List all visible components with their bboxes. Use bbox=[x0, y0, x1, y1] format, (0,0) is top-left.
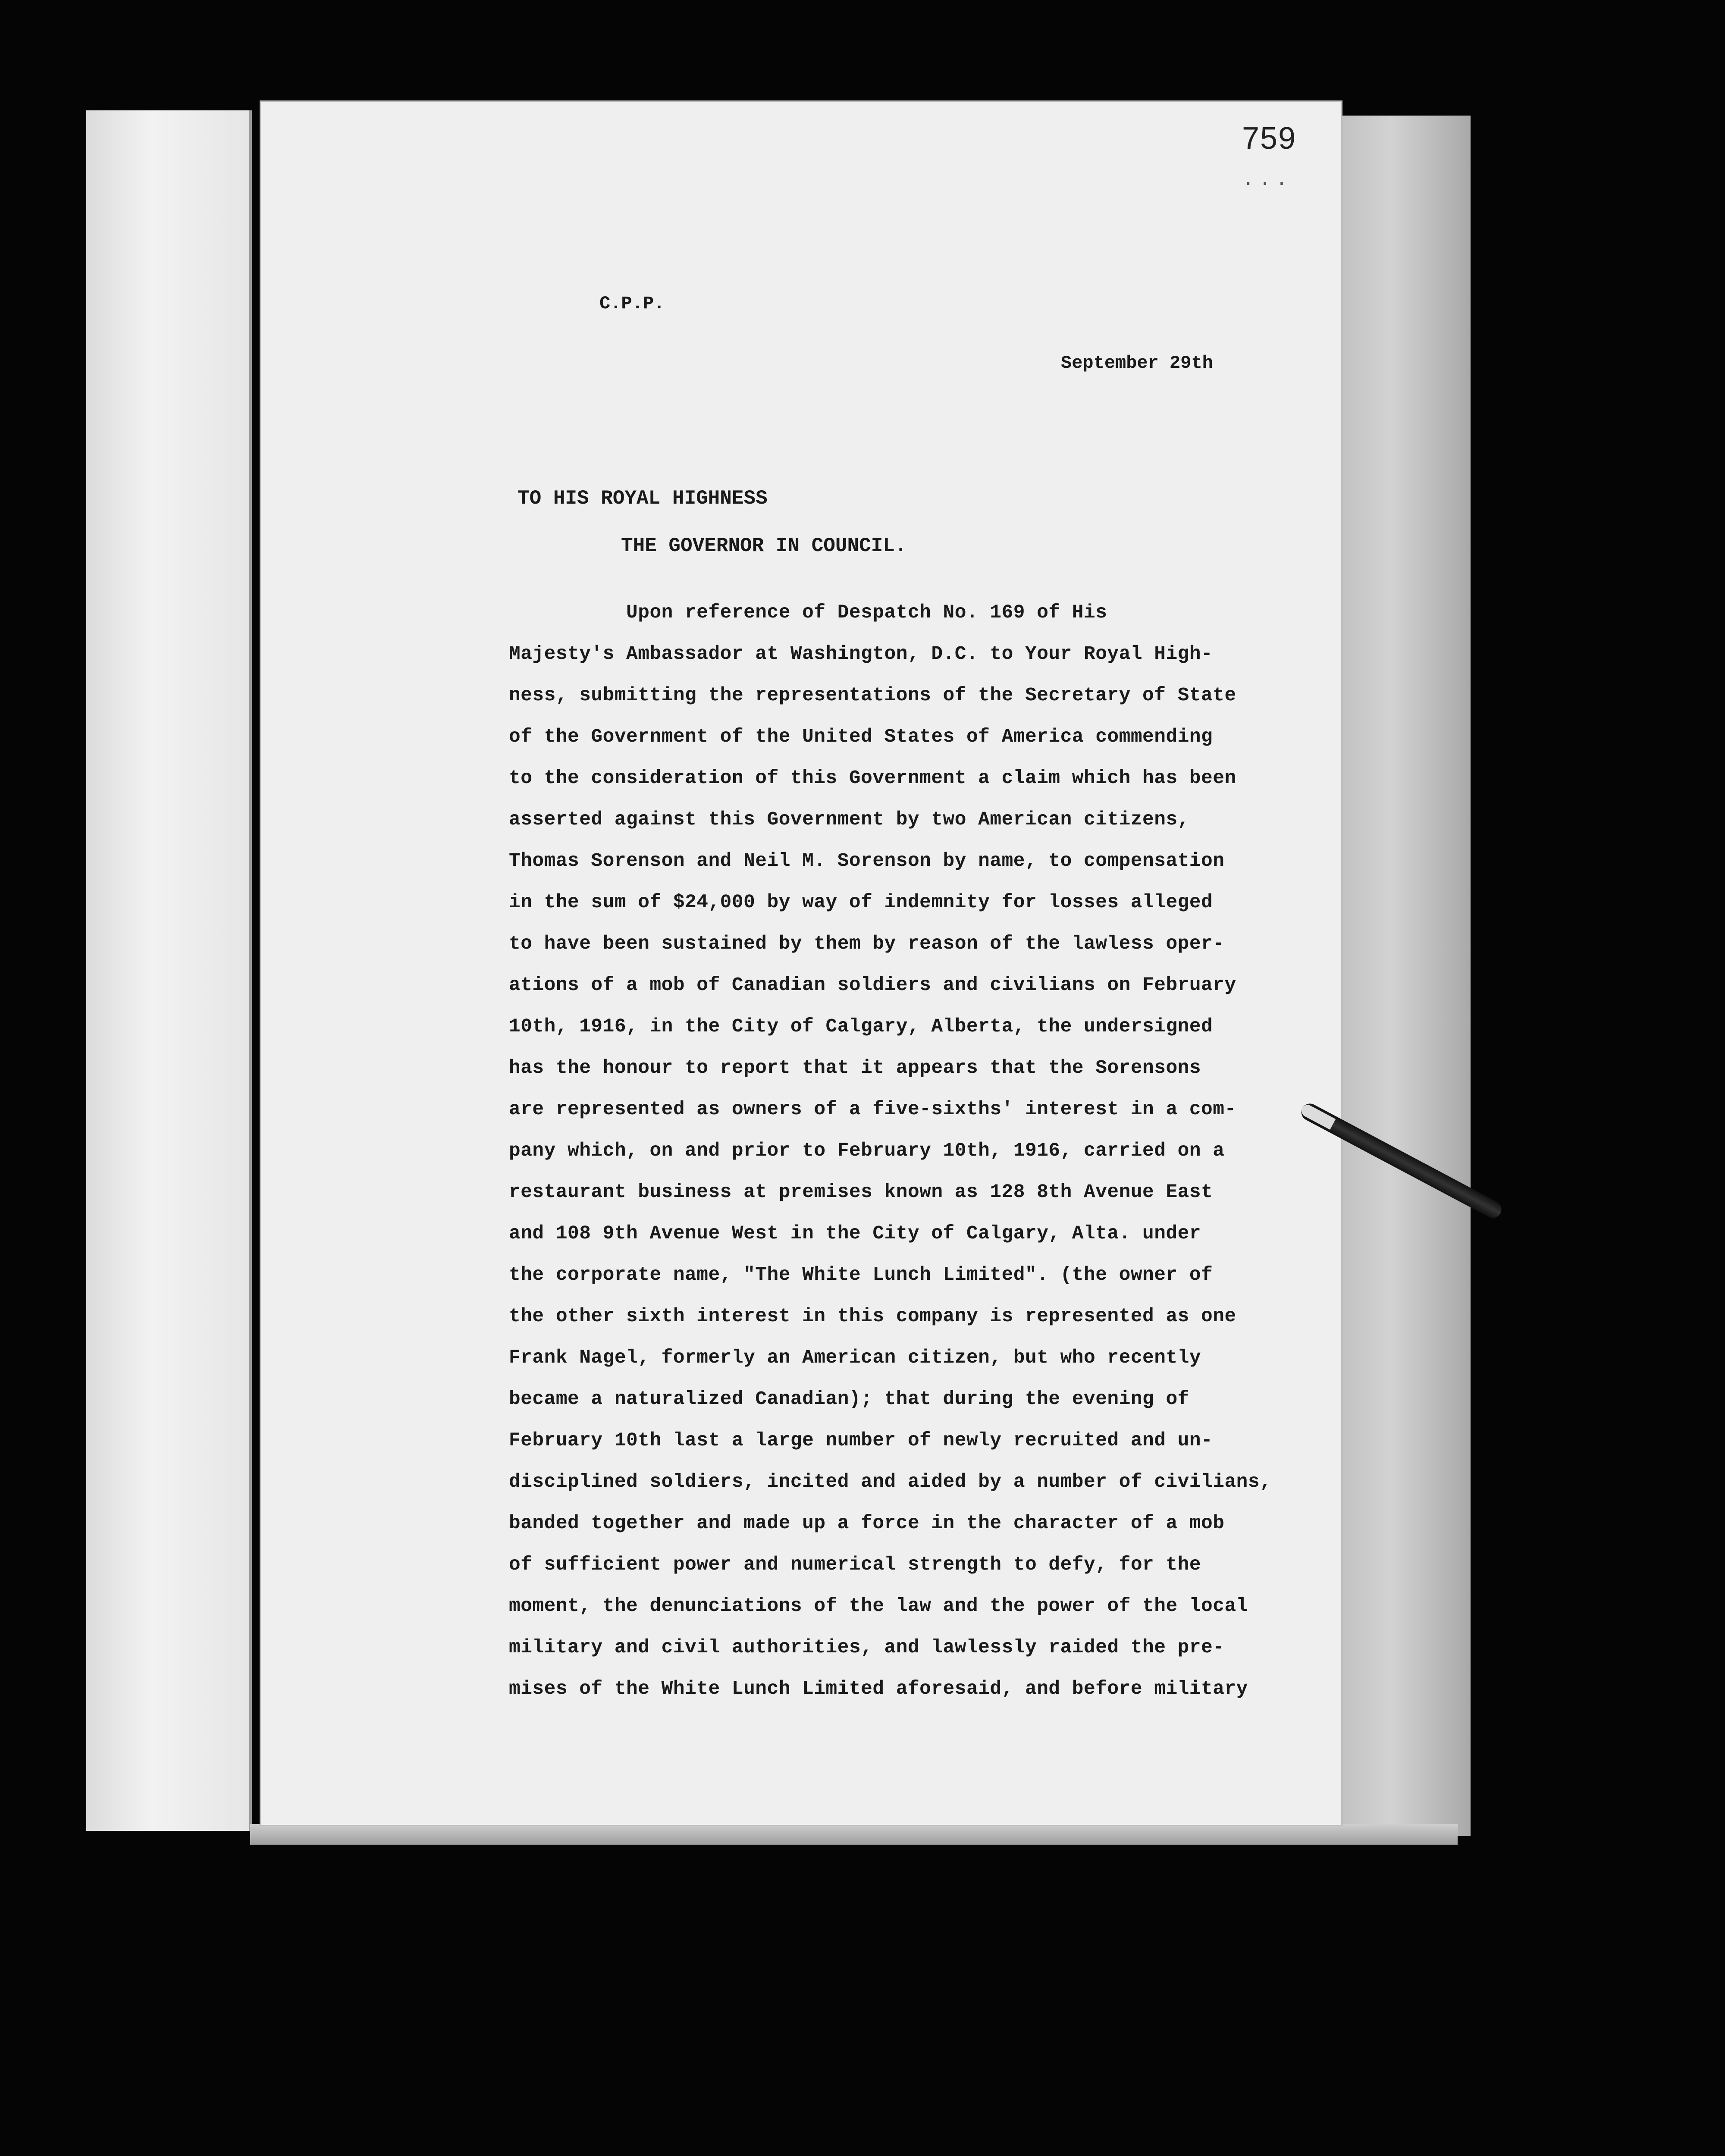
body-line: became a naturalized Canadian); that during the evening of bbox=[509, 1388, 1189, 1410]
page-number: 759 bbox=[1242, 121, 1297, 156]
adjacent-page-left bbox=[86, 110, 252, 1831]
body-line: ness, submitting the representations of the Secretary of State bbox=[509, 685, 1236, 706]
body-line: Frank Nagel, formerly an American citizen, but who recently bbox=[509, 1347, 1201, 1369]
body-line: banded together and made up a force in the character of a mob bbox=[509, 1513, 1225, 1534]
body-line: disciplined soldiers, incited and aided by a number of civilians, bbox=[509, 1471, 1272, 1493]
body-line: moment, the denunciations of the law and the power of the local bbox=[509, 1595, 1248, 1617]
letter-date: September 29th bbox=[1061, 353, 1213, 373]
body-line: of sufficient power and numerical strength to defy, for the bbox=[509, 1554, 1201, 1576]
body-line: the corporate name, "The White Lunch Limited". (the owner of bbox=[509, 1264, 1213, 1286]
body-line: mises of the White Lunch Limited aforesaid, and before military bbox=[509, 1678, 1248, 1700]
file-reference: C.P.P. bbox=[599, 293, 665, 314]
body-line: February 10th last a large number of newly recruited and un- bbox=[509, 1430, 1213, 1451]
body-line: of the Government of the United States of America commending bbox=[509, 726, 1213, 748]
addressee-line-2: THE GOVERNOR IN COUNCIL. bbox=[621, 535, 907, 557]
body-line: and 108 9th Avenue West in the City of Calgary, Alta. under bbox=[509, 1223, 1201, 1244]
body-line: pany which, on and prior to February 10th, 1916, carried on a bbox=[509, 1140, 1225, 1162]
body-line: in the sum of $24,000 by way of indemnity for losses alleged bbox=[509, 892, 1213, 913]
body-line: military and civil authorities, and lawlessly raided the pre- bbox=[509, 1637, 1225, 1658]
body-line: 10th, 1916, in the City of Calgary, Alberta, the undersigned bbox=[509, 1016, 1213, 1037]
body-line: Majesty's Ambassador at Washington, D.C. to Your Royal High- bbox=[509, 643, 1213, 665]
body-line: Upon reference of Despatch No. 169 of His bbox=[509, 602, 1107, 624]
body-line: to the consideration of this Government a claim which has been bbox=[509, 768, 1236, 789]
body-line: the other sixth interest in this company is represented as one bbox=[509, 1306, 1236, 1327]
body-line: restaurant business at premises known as 128 8th Avenue East bbox=[509, 1181, 1213, 1203]
addressee-line-1: TO HIS ROYAL HIGHNESS bbox=[518, 487, 768, 510]
body-line: asserted against this Government by two American citizens, bbox=[509, 809, 1189, 830]
body-line: has the honour to report that it appears that the Sorensons bbox=[509, 1057, 1201, 1079]
body-line: Thomas Sorenson and Neil M. Sorenson by name, to compensation bbox=[509, 850, 1225, 872]
page-stack-edge bbox=[250, 1824, 1458, 1845]
body-line: are represented as owners of a five-sixths' interest in a com- bbox=[509, 1099, 1236, 1120]
page-marks: ... bbox=[1242, 168, 1292, 191]
body-line: to have been sustained by them by reason of the lawless oper- bbox=[509, 933, 1225, 955]
body-line: ations of a mob of Canadian soldiers and civilians on February bbox=[509, 975, 1236, 996]
